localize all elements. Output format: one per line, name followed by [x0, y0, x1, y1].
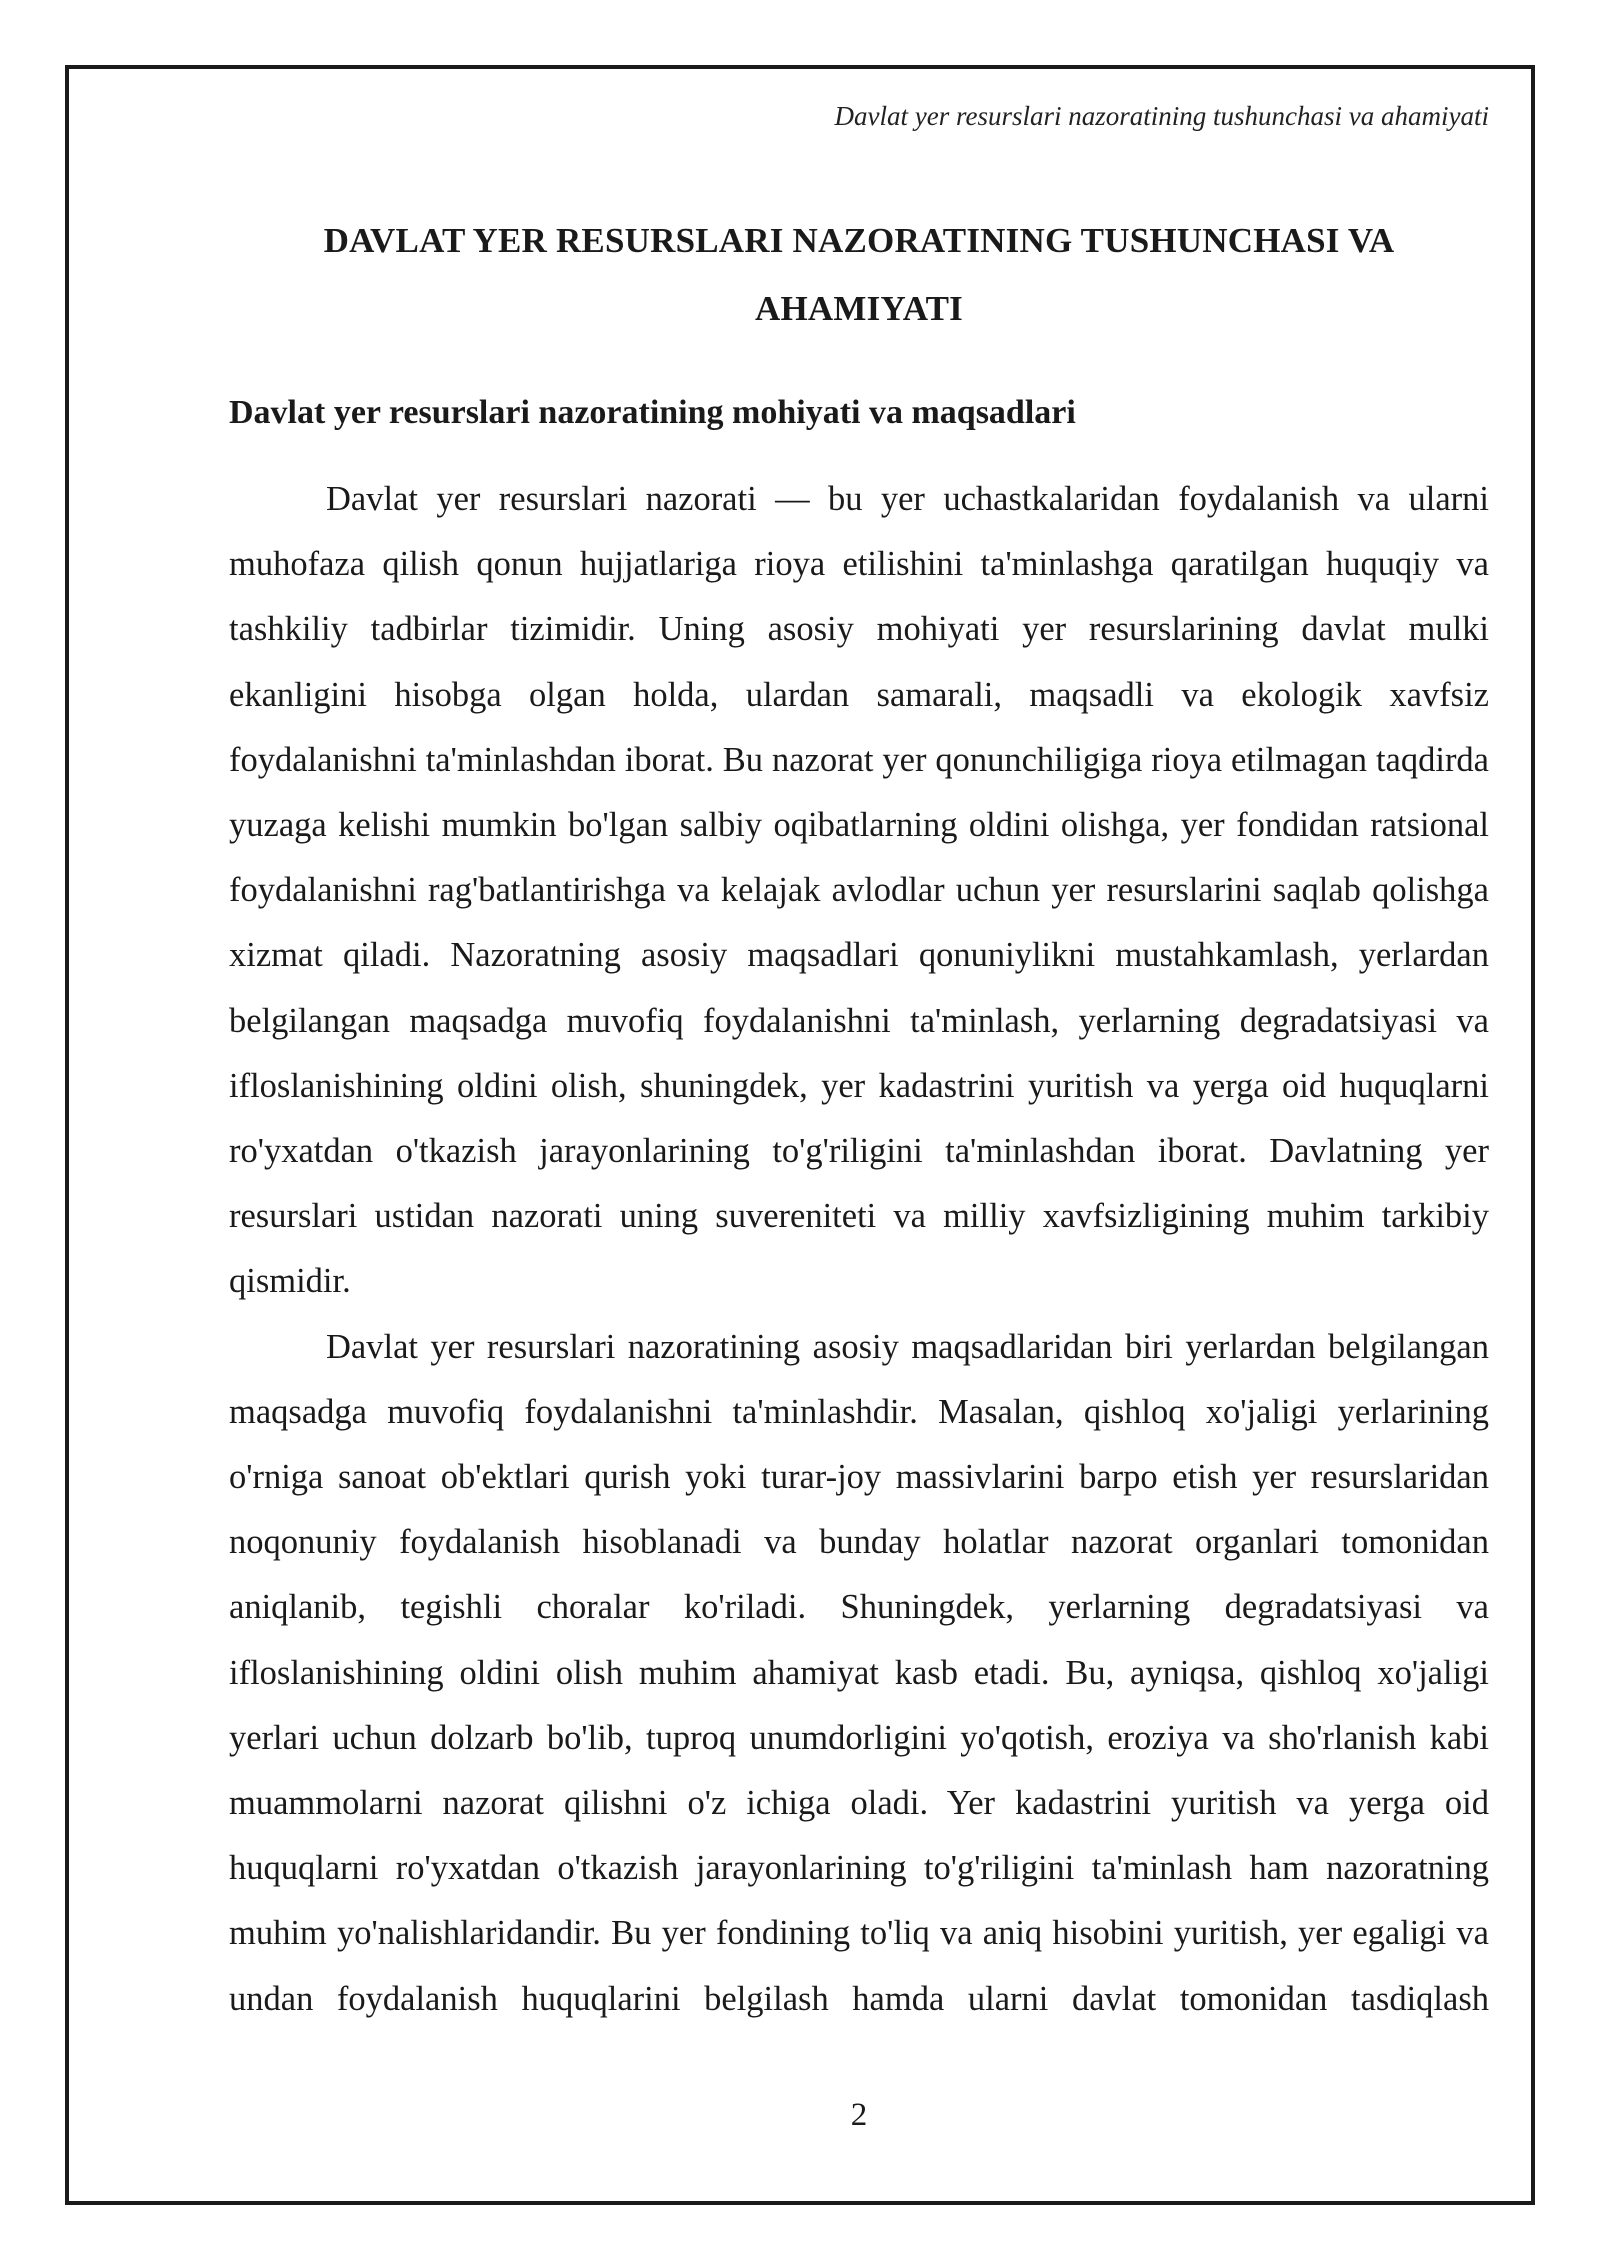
paragraph-1: Davlat yer resurslari nazorati — bu yer uchastkalaridan foydalanish va ularni muhofaza qilish qonun hujjatlariga rioya etilishini ta'minlashga qaratilgan huquqiy va tashkiliy tadbirlar tizimidir. Uning asosiy mohiyati yer resurslarining davlat mulki ekanligini hisobga olgan holda, ulardan samarali, maqsadli va ekologik xavfsiz foydalanishni ta'minlashdan iborat. Bu nazorat yer qonunchiligiga rioya etilmagan taqdirda yuzaga kelishi mumkin bo'lgan salbiy oqibatlarning oldini olishga, yer fondidan ratsional foydalanishni rag'batlantirishga va kelajak avlodlar uchun yer resurslarini saqlab qolishga xizmat qiladi. Nazoratning asosiy maqsadlari qonuniylikni mustahkamlash, yerlardan belgilangan maqsadga muvofiq foydalanishni ta'minlash, yerlarning degradatsiyasi va ifloslanishining oldini olish, shuningdek, yer kadastrini yuritish va yerga oid huquqlarni ro'yxatdan o'tkazish jarayonlarining to'g'riligini ta'minlashdan iborat. Davlatning yer resurslari ustidan nazorati uning suvereniteti va milliy xavfsizligining muhim tarkibiy qismidir. — [229, 480, 1489, 1301]
document-title: DAVLAT YER RESURSLARI NAZORATINING TUSHUNCHASI VA AHAMIYATI — [323, 221, 1395, 328]
section-heading: Davlat yer resurslari nazoratining mohiyati va maqsadlari — [229, 394, 1076, 431]
page-number: 2 — [850, 2097, 868, 2133]
running-header: Davlat yer resurslari nazoratining tushunchasi va ahamiyati — [834, 101, 1489, 131]
body-text — [229, 467, 1489, 2032]
paragraph-2: Davlat yer resurslari nazoratining asosiy maqsadlaridan biri yerlardan belgilangan maqsadga muvofiq foydalanishni ta'minlashdir. Masalan, qishloq xo'jaligi yerlarining o'rniga sanoat ob'ektlari qurish yoki turar-joy massivlarini barpo etish yer resurslaridan noqonuniy foydalanish hisoblanadi va bunday holatlar nazorat organlari tomonidan aniqlanib, tegishli choralar ko'riladi. Shuningdek, yerlarning degradatsiyasi va ifloslanishining oldini olish muhim ahamiyat kasb etadi. Bu, ayniqsa, qishloq xo'jaligi yerlari uchun dolzarb bo'lib, tuproq unumdorligini yo'qotish, eroziya va sho'rlanish kabi muammolarni nazorat qilishni o'z ichiga oladi. Yer kadastrini yuritish va yerga oid huquqlarni ro'yxatdan o'tkazish jarayonlarining to'g'riligini ta'minlash ham nazoratning muhim yo'nalishlaridandir. Bu yer fondining to'liq va aniq hisobini yuritish, yer egaligi va undan foydalanish huquqlarini belgilash hamda ularni davlat tomonidan tasdiqlash — [229, 1327, 1489, 2018]
